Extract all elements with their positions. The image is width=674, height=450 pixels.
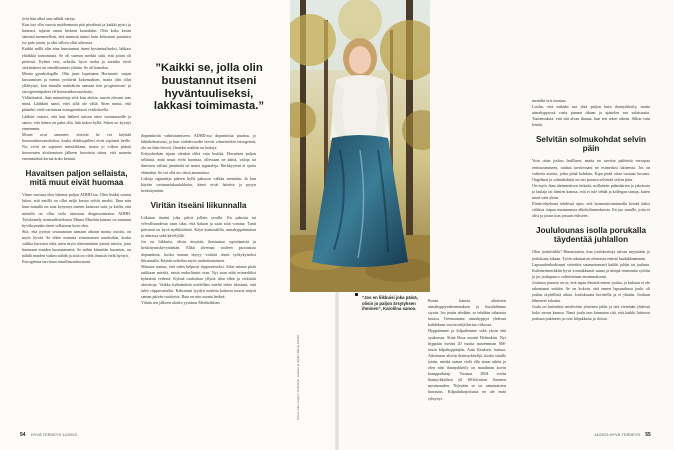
body-paragraph: Elinte-ohjelmaa tehdessä opin, että hormonitoiminnalla kestää kaksi viikkoa toipua muutamasta alkoholiannoksesta. En juo muulle, jotta ei olisi ja jotain kun jossain erikseen.: [532, 201, 650, 219]
pull-quote: ”Kaikki se, jolla olin buustannut itseni hyväntuuliseksi, lakkasi toimimasta.”: [153, 62, 265, 113]
section-heading: Viritän itseäni liikunnalla: [150, 200, 247, 210]
left-text-column-1: [22, 16, 131, 428]
body-paragraph: Olen joulufriikki! Rinnastaisin, kun joulukortteja tulvan myymään jo joulukuun aikaan. Työtä rakastaisin olemassa entistä laadukkaammin.: [532, 249, 650, 261]
body-paragraph: Liikutan itseäni joka päivä jollain tavalla. En pakosta tai velvollisuudesta vaan siksi, että haluan ja saan siitä vointaa. Tunti päivässä on hyvä nyrkkisääntö. Käyn kuntosalilla, uimahyppäämässä ja ulmassa sekä kävelyillä.: [141, 214, 256, 239]
body-paragraph: Luulin, että mikään saa yhtä paljon kuin thainyrkkeily, mutta uimahyppyssä vasta pannut tikaan ja ajattelen sen salaisuutta. Tuntemuksia, että sitä alvan thanaa, kun sen tekee oikein. Sillon vain lentää.: [532, 104, 650, 128]
left-text-column-2: [141, 133, 256, 428]
right-footer: [594, 432, 651, 438]
portrait-photo: [290, 0, 430, 292]
body-paragraph: On myös ihan äärimmäisen tärkeää, millaisten päämäärien ja jakotusta ja laulaja tai tiimien kanssa, että ei tule tehdä ja kollegan sanoja, kuten minä vain yksin.: [532, 182, 650, 201]
left-page-number: 54: [20, 432, 26, 438]
body-paragraph: Kaikki millä olin aina buustannut itseni hyväntuuliseksi, lakkasi yhtäkkiä toimimasta. Se oli varmin merkki siitä, että jotain oli pielessä. Kylmä vesi, urheilu, hyvä ruoka ja aurinko eivät virkistäneet tai ennallistaneet yhtään. Se oli kamalaa.: [22, 46, 131, 70]
body-paragraph: Hyppäämme ja kilpailemme sekä yksin että synkrossa. Siinä Rosa muutti Helsinkiin. Nyt hyppään itseäni 20 vuotta nuoremman SM-tason kilpahyppääjän, Aatu Kesäsen, kanssa. Aikoinaan aloitin thaimyrkkelijä, koska sinulle jotain, minkä saatan vielä olla sinun tahtia ja olen niin thainyrkkeily on maailman kovin kamppailulaji. Vuonna 2004 voitin thainyrkkelissä yli 60-kiloisten Suomen mestaruuden. Nykyään se on satunnaisten harrastus. Kilpailuharjoitusta en ole enää ryhtynyt.: [428, 328, 506, 401]
section-heading: Selvitän solmukohdat selvin päin: [535, 135, 647, 154]
body-paragraph: menälin orit osumaa.: [532, 98, 567, 103]
left-footer: [20, 432, 77, 438]
body-paragraph: Erityisherkän sijaan olenkin ehkä vain herkkä. Havaitsen paljon sellaista, mitä muut eivät huomaa, ollessaan ne ääniä, valoja tai ihmisten välistä jännitettä tai muita signaaleja. Herkkyyteni ei ajoita elämääni. Se voi olla ero tässä ammatissa.: [141, 151, 256, 175]
body-paragraph: Vähän sen jälkeen aloitin yystänut Merikukkien: [141, 300, 220, 306]
body-paragraph: dopamiiniin valmistamiseen. ADHD:ssa dopamiinia puuttuu jo lähtökohtaisesti, ja kun vaihdevuodet vievät viimeisetkin estrogeenit, olo on ihan hirveä. Onneksi mäihin on hoitoja.: [141, 133, 256, 151]
section-heading: Havaitsen paljon sellaista, mitä muut eivät huomaa: [25, 169, 128, 188]
body-paragraph: Estrogeenia tarvitaan ennellisuushormoni: [22, 259, 90, 265]
body-paragraph: Monet ovat sanoneet, etteivät he voi käyttää hormonikorvaushoitoa, koska ehkäisypilleri eivät sopineet heille. No, eivät ne sopineet minullekaan, mutta jo viikon päästä hormonien aloittamisen jälkeen havaitsin sitten, että naurein ensimmäistä kertaa koko kesänä.: [22, 131, 131, 162]
photo-credit: Kuvat: Juha Jouppi / Collection. Hiukset ja meikki: Minna Nissilä: [296, 335, 300, 420]
right-text-column-1: [428, 298, 506, 428]
body-paragraph: Liikoja signaaleja pääsen kyllä paksoon valkka mensään. Ja kun käytän vastamelukuulokkeita, äänet eivät häiritse ja pysyn keskittymään.: [141, 175, 256, 193]
body-paragraph: Kun itse olin vuosia myöhemmin pää pöydässä ja kaikki pyöri ja huimasi, tajusin oman herkeni kontaktiin. Olin koko kesän sanonut menneelleni, että minusta tuntui kuin kehostani puuttuisi iso pala jotain, ja olin silloin ollut oikeassa.: [22, 22, 131, 46]
body-paragraph: Jos en liikkuisi, olisin ärsyttää, ihastuntaa rypistämistä ja keskittymiskyvyttämän. Ehkä alvennat tooleen psoriasista dopamiinia, koska minun täytyy virittää itseni työkykyiseksi liikunnalla. Käytän urheilua myös rauhoittumiseen.: [141, 239, 256, 263]
body-paragraph: Joulussa parasta on se, että tapaa ihmisiä ennen joulua, ja kukaan ei ole rakentanut mitään. Se on kokotu, että ennen lapsuudessa joulu oli joulun täydellistä aikaa. Joulukuusta koristella ja ei yhtään. Jouluun lähteneet taloutta.: [532, 279, 650, 304]
body-paragraph: Voin ottaa joskus lasillisen, mutta en tarvitse päihteitä versopaa rentoutumiseen, rauhaa tarvitessani ne esimerkisi laitteesta. Jos on vaikeita asioita, jotka pitää kohdata, Kipu pitää ottaa vastaan kovana. Ongelmat ja solmukohdat on siis parasta selvittää selvin päin.: [532, 158, 650, 182]
right-magazine-name: 14/2023 HYVÄ TERVEYS: [594, 432, 641, 437]
body-paragraph: Rosan kanssa aikuisten uimahyppyvalmennuksen ja hurahdimme siyoin. Jos jotain tehdään, se tehdään tuhatasta lasissa. Treenaamme uimahyppyä yhdessä kahdeksan vuotta neljä kertaa viikossa.: [428, 298, 506, 328]
section-heading: Joululounas isolla porukalla täydentää juhlallon: [535, 226, 647, 245]
body-paragraph: Lapsuudenkodissani vietettiin saumattomasti kaikki juhlat tai jouluna. Kalenterimerkkiin hyvä voimakkaasti sauna ja niinpä enemmän syötiin ja jos joulupuuro valmistetaan ensimmäisenä.: [532, 261, 650, 279]
caption-marker: [355, 293, 358, 296]
body-paragraph: Joulu on kuitenkin mielestäni yhteinen juhla ja sitä vietetään yhdessä koko suvun kanssa. Tämä joulu taas kannatan sitä, että kaikki laittavat jouluun pukineen ja ovat lahjakkaita ja iloisia.: [532, 304, 650, 322]
body-paragraph: Viime vuosina olen lukenut paljon ADHD:sta. Olen lisäksi saanut lukea, että meillä on ollut neljä kertaa selvät merkit. Ihan niin kuin minulla on aina kysymys menen kanavaa sain, ja kielin, että minulla on ollut viela tutustaas diagnosoimaton ADHD. Työskentely mentaalitiedostaa Minna Marsbin kanssa on auttanut hyväksymään itseni sellaisena kuin olen.: [22, 192, 131, 228]
body-paragraph: Välittömästi, ihan minuutteja siitä kun aloitin, tunsin olevani taas minä. Läähkäri sanoi, ettei sillä ole väliä. Siten tuntui, että pitänikö vielä varmistaa estrogeenitasot verikokeella.: [22, 95, 131, 113]
body-paragraph: Minusta tuntuu, että tulen helposti riippuvaiseksi. Siksi minun pitää tarkkaan miettiä, mistä endorfiinini otan. Nyt saan niitä erimerkiksi kylmästä vedestä. Kylmä rauhoittaa yllyttä tilaa eläin ja virkistää alavirtoja. Vaikka kylmäsäistä mielelläni mieltä tekee tilassani, että tulee riippuvaiseksi. Kehostani tyydyn tunteita kattavia monia mäyrä saman päivän osoitteita. Rata on niin monta hetkeä.: [141, 263, 256, 300]
photo-caption: ”Jos en liikkuisi joka päivä, olisin jo paljon ärsytyksen ihminen”, Karoliina sanoo.: [362, 295, 418, 312]
body-paragraph: Sitä, että pystyn seuraamaan samaan aikaan monia asioita, on myös hyvää. Se tekee minusta erinomaisen auroksikin, koska valkka kurssien tekä, näen myös äärimmäisen pieniä asioita, joita huomaan muiden huomaamatta. Se mihin kiinnitän huomion, on nähdä muiden vaikea nähdä ja siitä on vielä ihmistä vielä hyötyä.: [22, 228, 131, 259]
body-paragraph: Lääkäri vastasi, että kun lääkeet naisen tulee vastaanotolle ja sanoo, että hänen on paha olla, hän uskoo kyllä. Siiten on kyynyt ennemmin.: [22, 113, 131, 131]
right-text-column-2: [532, 98, 650, 428]
left-magazine-name: HYVÄ TERVEYS 14/2023: [30, 432, 77, 437]
body-paragraph: Menin gynekologille. Olin juuri lopettanut Hormonit: sarjan kuvaamisen ja menin yrittävää kokemuksen, mutta olin ollut yllättynyt, kun minulle määrättiin samaan tien progesteroni- ja estrogeenitipaleet eli hormonikorvaushoito.: [22, 70, 131, 95]
body-paragraph: öviä hän alkoi taas nähdä väreja.: [22, 16, 76, 21]
right-page-number: 55: [645, 432, 651, 438]
